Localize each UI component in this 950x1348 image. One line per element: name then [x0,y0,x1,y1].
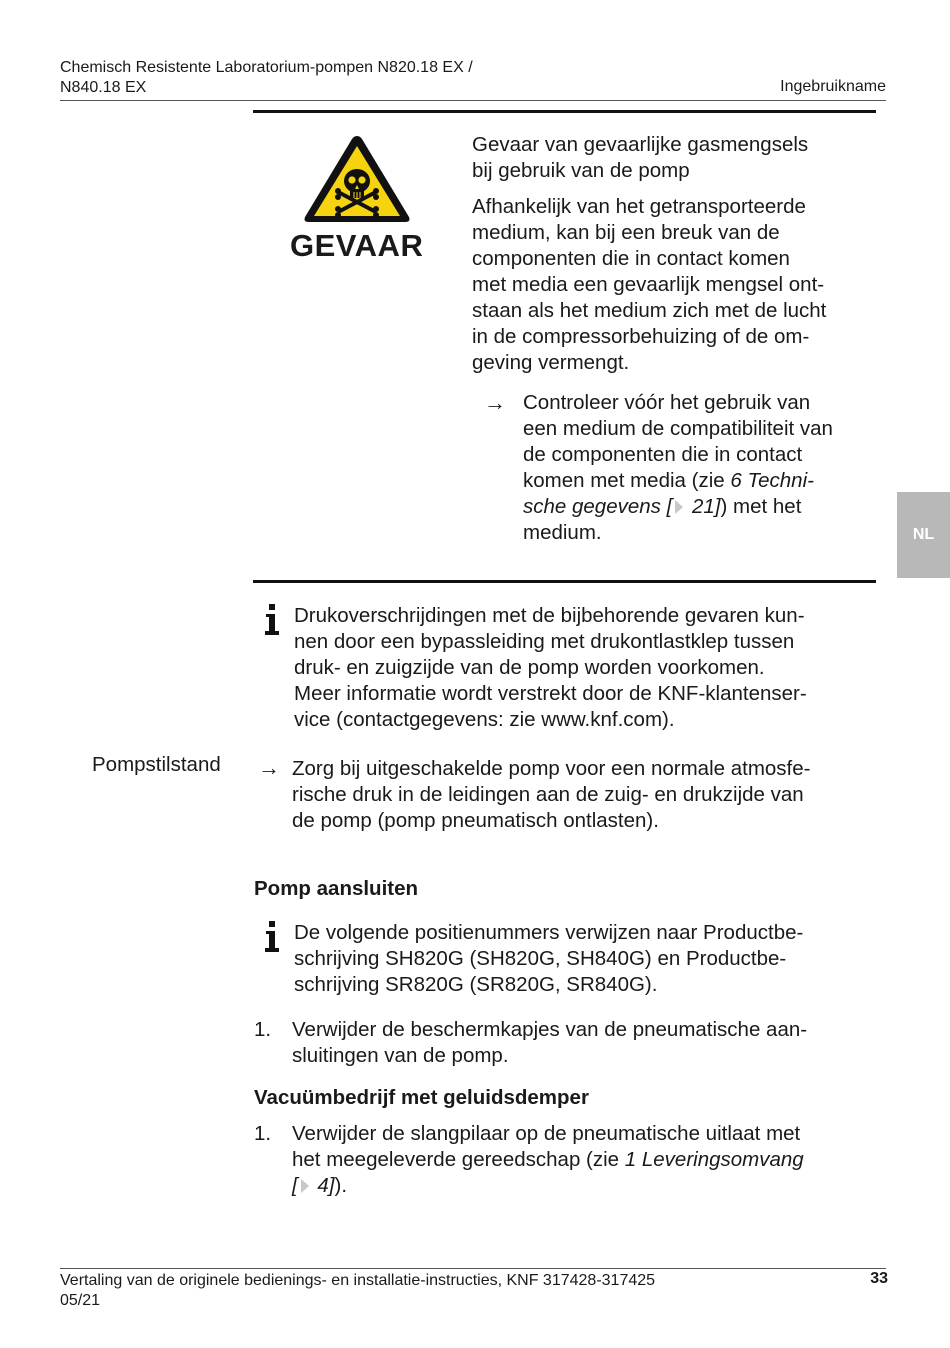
warning-title [472,132,872,184]
document-title-line-2: N840.18 EX [60,79,147,96]
warning-bottom-rule [253,580,876,583]
warning-body-line: met media een gevaarlijk mengsel ont- [472,273,825,296]
warning-body [472,194,872,376]
arrow-right-icon: → [258,755,280,780]
page-number: 33 [870,1270,888,1287]
step-number: 1. [254,1122,272,1145]
warning-step-text: komen met media (zie [523,469,725,492]
cross-reference-page[interactable]: 21] [686,495,721,518]
skull-crossbones-warning-icon [302,133,412,225]
warning-body-line: in de compressorbehuizing of de om- [472,325,810,348]
step-line: Verwijder de slangpilaar op de pneumatische uitlaat met [292,1122,801,1145]
warning-step-text: ) met het [720,495,802,518]
warning-top-rule [253,110,876,113]
info-icon [264,604,280,636]
warning-step-line: Controleer vóór het gebruik van [523,391,811,414]
action-step-text [292,756,868,834]
section-title: Ingebruikname [780,78,886,95]
cross-reference-link[interactable]: [ [292,1174,298,1197]
info-line: nen door een bypassleiding met drukontlastklep tussen [294,630,795,653]
step-line [292,1147,868,1173]
warning-step-line [523,494,875,520]
footer-line-1: Vertaling van de originele bedienings- en installatie-instructies, KNF 317428-317425 [60,1272,656,1289]
info-note-text [294,920,866,998]
warning-body-line: componenten die in contact komen [472,247,790,270]
cross-reference-link[interactable]: sche gegevens [ [523,495,673,518]
step-text: ). [334,1174,348,1197]
numbered-step-text [292,1017,868,1069]
warning-step-line: een medium de compatibiliteit van [523,417,833,440]
info-icon [264,921,280,953]
step-line: de pomp (pomp pneumatisch ontlasten). [292,809,659,832]
signal-word: GEVAAR [290,228,424,263]
numbered-step-text [292,1121,868,1199]
info-line: De volgende positienummers verwijzen naar Productbe- [294,921,804,944]
document-title-line-1: Chemisch Resistente Laboratorium-pompen N820.18 EX / [60,59,473,76]
info-line: vice (contactgegevens: zie www.knf.com). [294,708,675,731]
info-line: druk- en zuigzijde van de pomp worden voorkomen. [294,656,765,679]
step-line: Zorg bij uitgeschakelde pomp voor een normale atmosfe- [292,757,811,780]
warning-step-line: medium. [523,521,602,544]
info-line: Drukoverschrijdingen met de bijbehorende gevaren kun- [294,604,805,627]
warning-body-line: staan als het medium zich met de lucht [472,299,827,322]
step-line: Verwijder de beschermkapjes van de pneumatische aan- [292,1018,808,1041]
footer-divider [60,1268,886,1269]
section-heading: Pomp aansluiten [254,877,419,900]
cross-reference-page[interactable]: 4] [311,1174,335,1197]
cross-reference-link[interactable]: 6 Techni- [730,469,814,492]
warning-title-line-2: bij gebruik van de pomp [472,159,690,182]
document-title [60,58,580,98]
page-pointer-icon [675,500,683,514]
warning-title-line-1: Gevaar van gevaarlijke gasmengsels [472,133,809,156]
step-number: 1. [254,1018,272,1041]
warning-action-step [523,390,875,546]
step-line [292,1173,868,1199]
warning-body-line: Afhankelijk van het getransporteerde [472,195,806,218]
section-heading: Vacuümbedrijf met geluidsdemper [254,1086,589,1109]
warning-body-line: geving vermengt. [472,351,630,374]
warning-body-line: medium, kan bij een breuk van de [472,221,780,244]
info-line: Meer informatie wordt verstrekt door de KNF-klantenser- [294,682,807,705]
header-divider [60,100,886,101]
warning-step-line: de componenten die in contact [523,443,803,466]
info-line: schrijving SH820G (SH820G, SH840G) en Productbe- [294,947,787,970]
info-note-text [294,603,866,733]
warning-step-line [523,468,875,494]
step-line: rische druk in de leidingen aan de zuig- en drukzijde van [292,783,804,806]
margin-label: Pompstilstand [92,753,221,776]
page-pointer-icon [301,1179,309,1193]
language-tab[interactable]: NL [897,492,950,578]
cross-reference-link[interactable]: 1 Leveringsomvang [624,1148,804,1171]
footer-line-2: 05/21 [60,1292,101,1309]
arrow-right-icon: → [484,390,506,415]
step-line: sluitingen van de pomp. [292,1044,509,1067]
footer-text [60,1271,760,1311]
info-line: schrijving SR820G (SR820G, SR840G). [294,973,658,996]
step-text: het meegeleverde gereedschap (zie [292,1148,625,1171]
